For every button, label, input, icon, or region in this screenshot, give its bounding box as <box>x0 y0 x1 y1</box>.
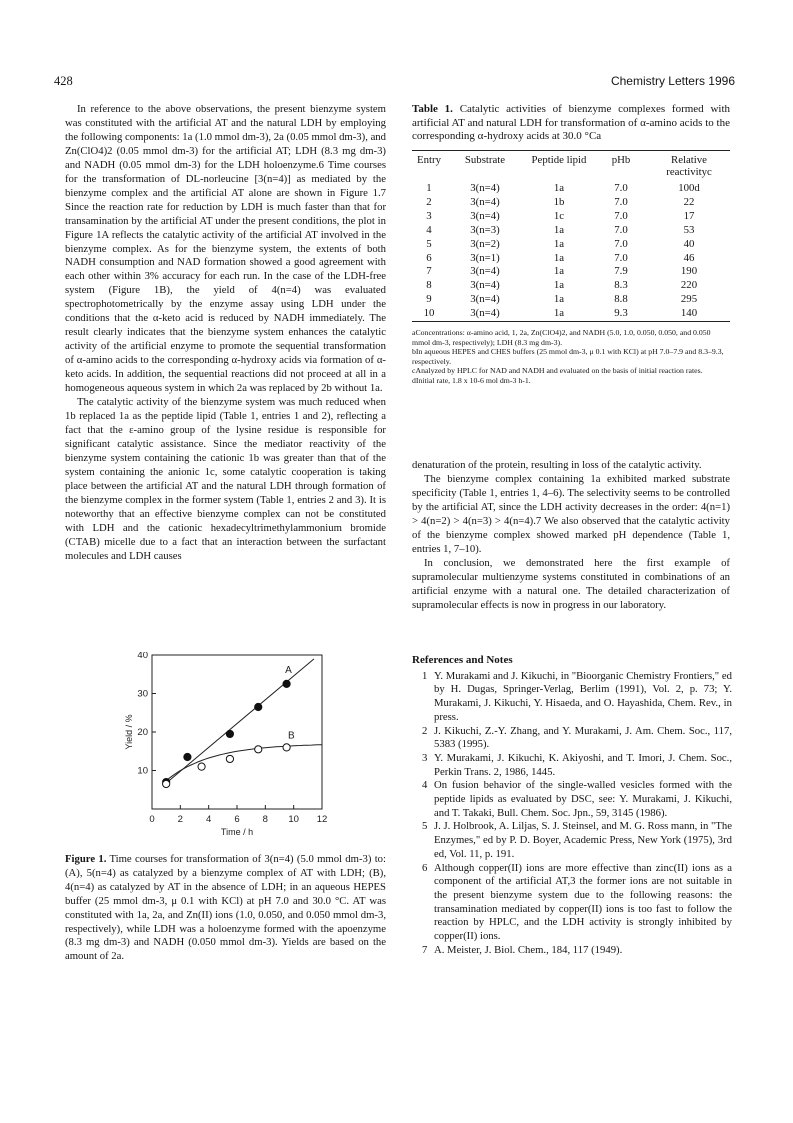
table-cell: 9.3 <box>614 307 628 320</box>
body-paragraph: In reference to the above observations, the present bienzyme system was constituted with the artificial AT and the natural LDH by employing the following components: 1a (1.0 mmol dm-3), 2a (0.05 mmol dm-3), and Zn(ClO4)2 (0.05 mmol dm-3) for the artificial AT; LDH (8.3 mg dm-3) and NADH (0.05 mmol dm-3) for the LDH holoenzyme.6 Time courses for the transformation of DL-norleucine [3(n=4)] as mediated by the bienzyme complex and the artificial AT alone are shown in Figure 1.7 Since the reaction rate for reduction by LDH is much faster than that for transamination by the artificial AT under the present conditions, the plot in Figure 1A reflects the catalytic activity of the artificial AT involved in the bienzyme complex. As for the bienzyme system, the extents of both NADH consumption and NAD formation showed a good agreement with each other within 3% accuracy for each run. In the case of the LDH-free system (Figure 1B), the yield of 4(n=4) was evaluated spectrophotometrically by the enzyme assay using LDH under the conditions that the α-keto acid is reduced by NADH immediately. The result clearly indicates that the bienzyme system enhances the catalytic activity of the artificial enzyme to promote the sequential transformation of α-amino acids to the corresponding α-hydroxy acids via formation of α-keto acids. In addition, the sequential reactions did not proceed at all in a homogeneous aqueous system in which 2a was replaced by 2b without 1a. <box>65 103 386 395</box>
table-row <box>412 252 730 266</box>
reference-text: J. J. Holbrook, A. Liljas, S. J. Steinsel, and M. G. Ross mann, in "The Enzymes," ed by P. D. Boyer, Academic Press, New York (1975), 3rd ed, Vol. 11, p. 191. <box>434 820 732 860</box>
figure-1-chart <box>118 652 348 837</box>
series-a-point <box>255 703 262 710</box>
reference-number: 1 <box>422 669 428 682</box>
reference-list <box>412 670 732 958</box>
col-header-peptide-lipid: Peptide lipid <box>531 154 587 166</box>
reference-number: 4 <box>422 779 428 792</box>
x-tick-label: 12 <box>316 814 328 825</box>
table-cell: 40 <box>683 237 695 250</box>
references-heading: References and Notes <box>412 654 513 666</box>
table-row <box>412 182 730 196</box>
body-paragraph: The catalytic activity of the bienzyme system was much reduced when 1b replaced 1a as the peptide lipid (Table 1, entries 1 and 2), reflecting a fact that the ε-amino group of the lysine residue is responsible for significant catalytic assistance. Since the mediator reactivity of the bienzyme system containing the cationic 1b was greater than that of the system containing the anionic 1c, some catalytic cooperation is taking place between the artificial AT and the natural LDH through formation of the bienzyme complex in the former system (Table 1, entries 2 and 3). It is noteworthy that an effective bienzyme complex can not be constituted with LDH and the cationic hexadecyltrimethylammonium bromide (CTAB) micelle due to a fact that an interaction between the surfactant molecules and LDH causes <box>65 396 386 562</box>
series-a-point <box>283 680 290 687</box>
reference-text: J. Kikuchi, Z.-Y. Zhang, and Y. Murakami, J. Am. Chem. Soc., 117, 5383 (1995). <box>434 724 732 751</box>
table-cell: 3(n=3) <box>470 223 500 236</box>
series-b-fit-curve <box>166 745 322 781</box>
table-cell: 220 <box>680 279 698 292</box>
table-cell: 1b <box>553 195 565 208</box>
y-tick-label: 40 <box>137 652 148 661</box>
col-header-relative-reactivity: Relative reactivityc <box>666 154 712 178</box>
table-footnotes <box>412 328 730 386</box>
table-cell: 3 <box>426 209 432 222</box>
x-tick-label: 8 <box>262 814 268 825</box>
references-section <box>412 654 732 957</box>
table-cell: 1c <box>553 209 565 222</box>
table-footnote: cAnalyzed by HPLC for NAD and NADH and evaluated on the basis of initial reaction rates. <box>412 366 703 376</box>
table-row <box>412 196 730 210</box>
plot-frame <box>152 655 322 809</box>
reference-text: A. Meister, J. Biol. Chem., 184, 117 (1949). <box>434 943 623 956</box>
table-cell: 3(n=4) <box>470 307 500 320</box>
table-row <box>412 224 730 238</box>
table-cell: 10 <box>423 307 435 320</box>
table-cell: 1a <box>553 237 565 250</box>
reference-text: Y. Murakami, J. Kikuchi, K. Akiyoshi, and T. Imori, J. Chem. Soc., Perkin Trans. 2, 1986, 1445. <box>434 751 732 778</box>
table-cell: 7 <box>426 265 432 278</box>
table-cell: 6 <box>426 251 432 264</box>
table-cell: 5 <box>426 237 432 250</box>
series-a-point <box>184 753 191 760</box>
table-label: Table 1. <box>412 103 453 115</box>
table-cell: 3(n=4) <box>470 293 500 306</box>
figure-caption-text: Time courses for transformation of 3(n=4) (5.0 mmol dm-3) to: (A), 5(n=4) as catalyzed by a bienzyme complex of AT with LDH; (B), 4(n=4) as catalyzed by AT in the absence of LDH; in an aqueous HEPES buffer (25 mmol dm-3, μ 0.1 with KCl) at pH 7.0 and 30.0 °C. AT was constituted with 1a, 2a, and Zn(II) ions (1.0, 0.050, and 0.050 mmol dm-3, respectively), while LDH was a holoenzyme formed with the apoenzyme (8.3 mg dm-3) and NADH (0.050 mmol dm-3). Yields are based on the amount of 2a. <box>65 853 386 963</box>
table-cell: 140 <box>680 307 698 320</box>
series-a-label: A <box>285 665 292 677</box>
table-cell: 1a <box>553 265 565 278</box>
series-a-point <box>226 730 233 737</box>
table-cell: 190 <box>680 265 698 278</box>
table-cell: 7.0 <box>614 223 628 236</box>
y-tick-label: 30 <box>137 688 148 700</box>
table-cell: 100d <box>678 182 700 194</box>
series-b-point <box>226 755 233 762</box>
table-cell: 7.0 <box>614 251 628 264</box>
reference-text: Y. Murakami and J. Kikuchi, in "Bioorganic Chemistry Frontiers," ed by H. Dugas, Springer-Verlag, Berlim (1991), Vol. 2, p. 73; Y. Murakami, J. Kikuchi, Y. Hisaeda, and O. Hayashida, Chem. Rev., in press. <box>434 669 732 723</box>
table-caption-text: Catalytic activities of bienzyme complexes formed with artificial AT and natural LDH for transformation of α-amino acids to the corresponding α-hydroxy acids at 30.0 °Ca <box>412 103 731 143</box>
x-tick-label: 0 <box>149 814 155 825</box>
table-cell: 4 <box>426 223 432 236</box>
table-cell: 9 <box>426 293 432 306</box>
table-cell: 7.0 <box>614 195 628 208</box>
x-tick-label: 2 <box>177 814 183 825</box>
table-cell: 2 <box>426 195 432 208</box>
table-footnote: dInitial rate, 1.8 x 10-6 mol dm-3 h-1. <box>412 376 531 386</box>
table-row <box>412 307 730 321</box>
table-cell: 53 <box>683 223 695 236</box>
figure-caption <box>65 853 386 964</box>
reference-number: 7 <box>422 943 428 956</box>
table-cell: 3(n=1) <box>470 251 500 264</box>
series-a-fit-line <box>165 659 314 784</box>
table-cell: 3(n=4) <box>470 279 500 292</box>
table-cell: 1a <box>553 279 565 292</box>
col-header-entry: Entry <box>417 154 441 166</box>
table-cell: 1a <box>553 307 565 320</box>
table-cell: 7.0 <box>614 209 628 222</box>
right-column-body <box>412 459 730 612</box>
table-1 <box>412 150 730 386</box>
col-header-substrate: Substrate <box>464 154 506 166</box>
table-cell: 3(n=4) <box>470 209 500 222</box>
figure-label: Figure 1. <box>65 853 107 865</box>
series-b-point <box>283 744 290 751</box>
x-tick-label: 6 <box>234 814 240 825</box>
table-cell: 295 <box>680 293 698 306</box>
table-cell: 7.0 <box>614 237 628 250</box>
table-cell: 7.9 <box>614 265 628 278</box>
reference-number: 3 <box>422 751 428 764</box>
x-tick-label: 10 <box>288 814 299 825</box>
table-cell: 3(n=4) <box>470 265 500 278</box>
table-caption <box>412 103 730 144</box>
table-cell: 1a <box>553 293 565 306</box>
table-cell: 46 <box>683 251 695 264</box>
reference-item <box>412 862 732 944</box>
reference-item <box>412 944 732 958</box>
body-paragraph: denaturation of the protein, resulting in loss of the catalytic activity. <box>412 459 702 471</box>
y-axis-label: Yield / % <box>124 714 134 750</box>
reference-item <box>412 752 732 779</box>
table-cell: 3(n=4) <box>470 195 500 208</box>
reference-item <box>412 725 732 752</box>
table-cell: 8.3 <box>614 279 628 292</box>
body-paragraph: In conclusion, we demonstrated here the first example of supramolecular multienzyme systems constituted in combinations of an artificial enzyme with a natural one. The detailed characterization of supramolecular effects is now in progress in our laboratory. <box>412 556 730 611</box>
y-tick-label: 10 <box>137 765 148 777</box>
series-b-point <box>163 780 170 787</box>
series-b-label: B <box>288 730 295 742</box>
body-paragraph: The bienzyme complex containing 1a exhibited marked substrate specificity (Table 1, entries 1, 4–6). The selectivity seems to be controlled by the artificial AT, since the LDH activity decreases in the order: 4(n=1) > 4(n=2) > 4(n=3) > 4(n=4).7 We also observed that the catalytic activity of the bienzyme complex showed marked pH dependence (Table 1, entries 1, 7–10). <box>412 472 730 555</box>
yield-time-chart <box>118 652 348 837</box>
reference-number: 5 <box>422 820 428 833</box>
table-cell: 3(n=4) <box>470 182 500 194</box>
table-row <box>412 293 730 307</box>
table-cell: 7.0 <box>614 182 628 194</box>
reference-text: Although copper(II) ions are more effective than zinc(II) ions as a component of the artificial AT,3 the former ions are not suitable in the present bienzyme system due to the following reasons: the transamination mediated by copper(II) ions is too fast to follow the reaction by HPLC, and the LDH activity is strongly inhibited by copper(II) ions. <box>434 861 732 943</box>
reference-item <box>412 670 732 725</box>
table-footnote: bIn aqueous HEPES and CHES buffers (25 mmol dm-3, μ 0.1 with KCl) at pH 7.0–7.9 and 8.3–9.3, respectively. <box>412 347 724 366</box>
table-cell: 1a <box>553 223 565 236</box>
reference-item <box>412 820 732 861</box>
table-row <box>412 279 730 293</box>
journal-name: Chemistry Letters 1996 <box>610 74 735 88</box>
series-b-point <box>198 763 205 770</box>
table-cell: 22 <box>683 195 695 208</box>
table-cell: 17 <box>683 209 695 222</box>
table-cell: 3(n=2) <box>470 237 500 250</box>
table-cell: 1a <box>553 182 565 194</box>
series-b-point <box>255 746 262 753</box>
table-cell: 1a <box>553 251 565 264</box>
left-column-body <box>65 103 386 563</box>
reference-text: On fusion behavior of the single-walled vesicles formed with the peptide lipids as evaluated by DSC, see: Y. Murakami, J. Kikuchi, and T. Takaki, Bull. Chem. Soc. Jpn., 59, 3145 (1986). <box>434 779 732 819</box>
reference-number: 2 <box>422 724 428 737</box>
x-axis-label: Time / h <box>220 827 254 837</box>
table-row <box>412 238 730 252</box>
reference-number: 6 <box>422 861 428 874</box>
col-header-ph: pHb <box>611 154 631 166</box>
x-tick-label: 4 <box>206 814 212 825</box>
page-number: 428 <box>54 74 73 88</box>
table-row <box>412 210 730 224</box>
reference-item <box>412 779 732 820</box>
table-footnote: aConcentrations: α-amino acid, 1, 2a, Zn(ClO4)2, and NADH (5.0, 1.0, 0.050, 0.050, and 0.050 mmol dm-3, respectively); LDH (8.3 mg dm-3). <box>412 328 711 347</box>
y-tick-label: 20 <box>137 727 148 738</box>
table-cell: 8 <box>426 279 432 292</box>
table-cell: 1 <box>426 182 432 194</box>
table-cell: 8.8 <box>614 293 628 306</box>
table-row <box>412 265 730 279</box>
